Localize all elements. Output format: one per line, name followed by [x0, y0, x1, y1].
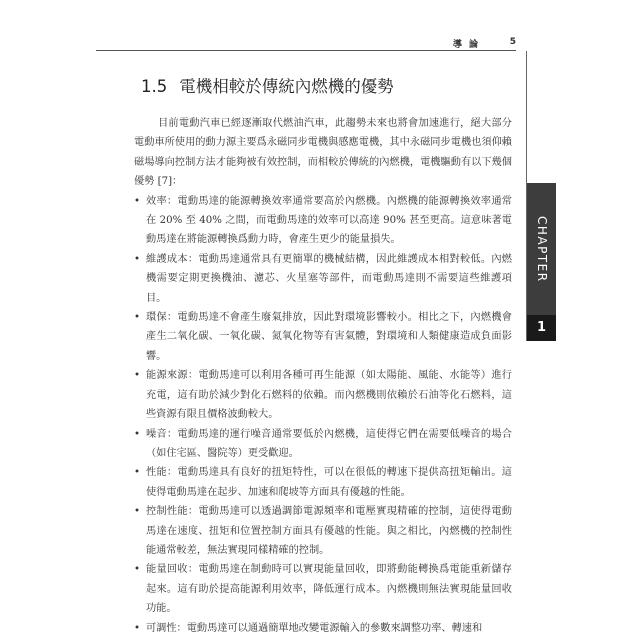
bullet-icon: •: [134, 195, 141, 207]
section-number: 1.5: [141, 77, 168, 96]
list-item-text: 維護成本：電動馬達通常具有更簡單的機械結構，因此維護成本相對較低。內燃機需要定期更換機油、濾芯、火星塞等部件，而電動馬達則不需要這些維護項目。: [146, 253, 512, 304]
list-item: [134, 250, 512, 308]
list-item-text: 可調性：電動馬達可以通過簡單地改變電源輸入的參數來調整功率、轉速和: [146, 622, 483, 634]
list-item: [134, 425, 512, 464]
bullet-icon: •: [134, 564, 141, 576]
list-item: [134, 192, 512, 250]
list-item-text: 效率：電動馬達的能源轉換效率通常要高於內燃機。內燃機的能源轉換效率通常在 20% 至 40% 之間，而電動馬達的效率可以高達 90% 甚至更高。這意味著電動馬達在將能源轉換爲動力時，會產生更少的能量損失。: [146, 195, 512, 246]
running-header: [96, 37, 516, 51]
list-item: [134, 463, 512, 502]
list-item: [134, 502, 512, 560]
bullet-icon: •: [134, 428, 141, 440]
list-item-text: 能量回收：電動馬達在制動時可以實現能量回收，即將動能轉換爲電能重新儲存起來。這有助於提高能源利用效率，降低運行成本。內燃機則無法實現能量回收功能。: [146, 564, 512, 615]
list-item-text: 環保：電動馬達不會產生廢氣排放，因此對環境影響較小。相比之下，內燃機會產生二氧化碳、一氧化碳、氮氧化物等有害氣體，對環境和人類健康造成負面影響。: [146, 312, 512, 362]
bullet-icon: •: [134, 312, 141, 324]
header-section-title: 導 論: [452, 40, 480, 50]
list-item: [134, 560, 512, 618]
list-item: [134, 619, 512, 638]
list-item-text: 噪音：電動馬達的運行噪音通常要低於內燃機，這使得它們在需要低噪音的場合（如住宅區、醫院等）更受歡迎。: [146, 428, 512, 459]
list-item: [134, 366, 512, 424]
list-item: [134, 308, 512, 366]
list-item-text: 性能：電動馬達具有良好的扭矩特性，可以在很低的轉速下提供高扭矩輸出。這使得電動馬達在起步、加速和爬坡等方面具有優越的性能。: [146, 467, 512, 498]
chapter-number: 1: [527, 315, 556, 341]
page-number: 5: [509, 37, 516, 47]
bullet-icon: •: [134, 253, 141, 265]
section-title: [141, 73, 511, 97]
bullet-icon: •: [134, 370, 141, 382]
section-title-text: 電機相較於傳統內燃機的優勢: [179, 77, 394, 96]
chapter-label: CHAPTER: [535, 215, 549, 283]
list-item-text: 控制性能：電動馬達可以透過調節電源頻率和電壓實現精確的控制，這使得電動馬達在速度、扭矩和位置控制方面具有優越的性能。與之相比，內燃機的控制性能通常較差，無法實現同樣精確的控制。: [146, 506, 512, 556]
intro-paragraph: 目前電動汽車已經逐漸取代燃油汽車，此趨勢未來也將會加速進行，絕大部分電動車所使用的動力源主要爲永磁同步電機與感應電機，其中永磁同步電機也須仰賴磁場導向控制方法才能夠被有效控制，而相較於傳統的內燃機，電機驅動有以下幾個優勢 [7]：: [134, 118, 512, 188]
bullet-icon: •: [134, 467, 141, 479]
list-item-text: 能源來源：電動馬達可以利用各種可再生能源（如太陽能、風能、水能等）進行充電，這有助於減少對化石燃料的依賴。而內燃機則依賴於石油等化石燃料，這些資源有限且價格波動較大。: [146, 370, 512, 421]
body-text: [134, 114, 512, 638]
advantages-list: [134, 192, 512, 638]
bullet-icon: •: [134, 622, 141, 634]
header-rule: [96, 50, 516, 51]
bullet-icon: •: [134, 506, 141, 518]
